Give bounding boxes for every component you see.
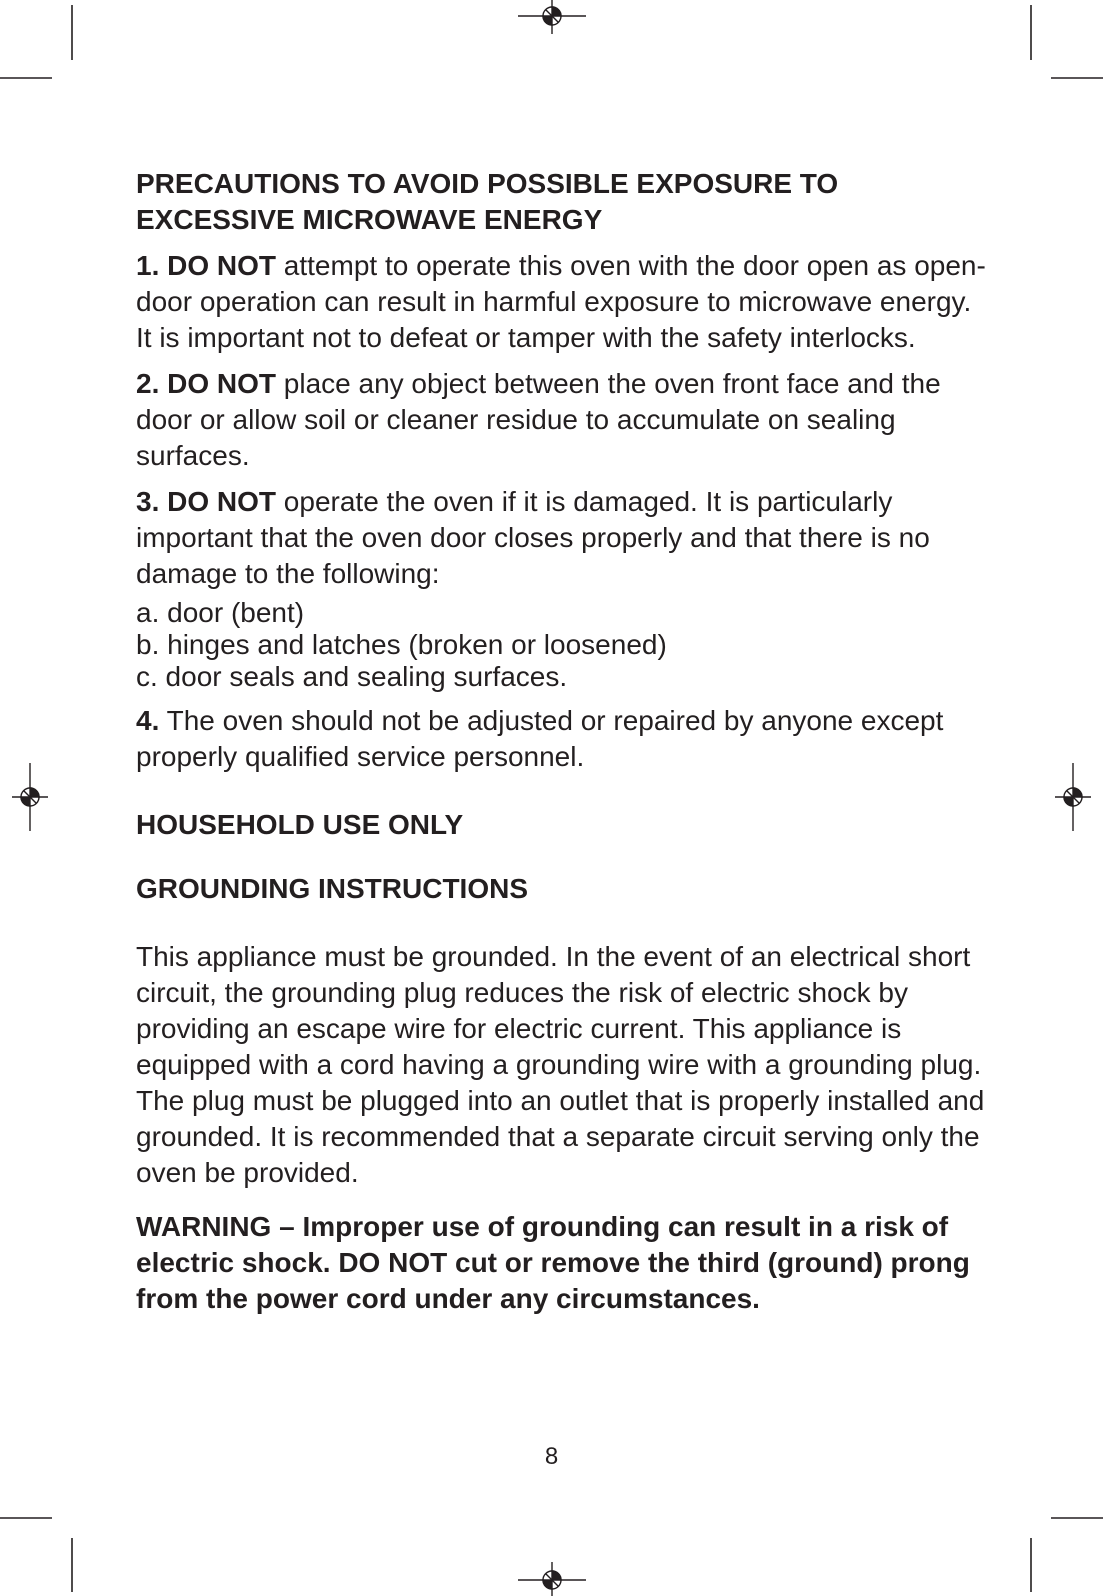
- damage-list-item-c: c. door seals and sealing surfaces.: [136, 661, 568, 692]
- damage-list-item-b: b. hinges and latches (broken or loosened): [136, 629, 667, 660]
- precaution-item-4-text: The oven should not be adjusted or repaired by anyone except properly qualified service personnel.: [136, 705, 944, 772]
- page-number: 8: [544, 1443, 559, 1470]
- precaution-item-1-text: attempt to operate this oven with the door open as open-door operation can result in harmful exposure to microwave energy. It is important not to defeat or tamper with the safety interlocks.: [136, 250, 986, 353]
- damage-list: [136, 597, 986, 693]
- precautions-heading-line2: EXCESSIVE MICROWAVE ENERGY: [136, 204, 603, 235]
- precaution-item-2: [136, 366, 986, 474]
- registration-mark-left: [12, 763, 48, 831]
- precaution-item-2-text: place any object between the oven front face and the door or allow soil or cleaner residue to accumulate on sealing surfaces.: [136, 368, 941, 471]
- precautions-heading-line1: PRECAUTIONS TO AVOID POSSIBLE EXPOSURE TO: [136, 168, 839, 199]
- household-use-heading: HOUSEHOLD USE ONLY: [136, 809, 464, 840]
- precaution-item-3-text: operate the oven if it is damaged. It is particularly important that the oven door closes properly and that there is no damage to the following:: [136, 486, 930, 589]
- manual-page-content: [136, 166, 986, 1317]
- precaution-item-2-lead: 2. DO NOT: [136, 368, 277, 399]
- precaution-item-4: [136, 703, 986, 775]
- grounding-heading: GROUNDING INSTRUCTIONS: [136, 873, 528, 904]
- registration-mark-top: [518, 0, 586, 34]
- grounding-warning: WARNING – Improper use of grounding can result in a risk of electric shock. DO NOT cut or remove the third (ground) prong from the power cord under any circumstances.: [136, 1211, 970, 1314]
- registration-mark-bottom: [518, 1562, 586, 1596]
- precaution-item-4-lead: 4.: [136, 705, 160, 736]
- grounding-body: This appliance must be grounded. In the event of an electrical short circuit, the grounding plug reduces the risk of electric shock by providing an escape wire for electric current. This appliance is equipped with a cord having a grounding wire with a grounding plug. The plug must be plugged into an outlet that is properly installed and grounded. It is recommended that a separate circuit serving only the oven be provided.: [136, 941, 985, 1188]
- precaution-item-1-lead: 1. DO NOT: [136, 250, 277, 281]
- precaution-item-3: [136, 484, 986, 592]
- registration-mark-right: [1055, 763, 1091, 831]
- precautions-heading: [136, 166, 986, 238]
- damage-list-item-a: a. door (bent): [136, 597, 305, 628]
- precaution-item-3-lead: 3. DO NOT: [136, 486, 277, 517]
- precaution-item-1: [136, 248, 986, 356]
